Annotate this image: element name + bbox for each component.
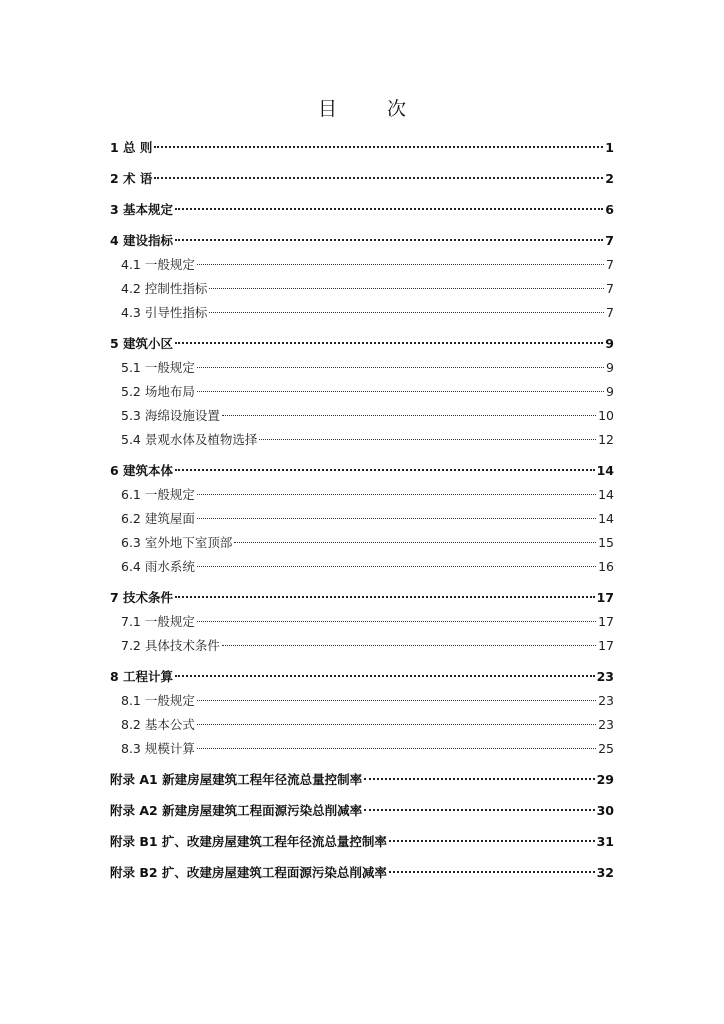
dot-leader [197, 367, 604, 368]
toc-section-entry[interactable] [110, 356, 614, 380]
toc-entry-page-number: 17 [596, 590, 614, 605]
toc-section-entry[interactable] [110, 428, 614, 452]
toc-chapter-entry[interactable] [110, 830, 614, 854]
toc-entry-label: 附录 A1 新建房屋建筑工程年径流总量控制率 [110, 772, 363, 787]
toc-entry-page-number: 7 [606, 257, 614, 272]
toc-entry-label: 8 工程计算 [110, 669, 174, 684]
toc-entry-label: 7 技术条件 [110, 590, 174, 605]
toc-entry-page-number: 23 [596, 669, 614, 684]
toc-entry-page-number: 30 [596, 803, 614, 818]
toc-entry-label: 1 总 则 [110, 140, 153, 155]
toc-entry-label: 附录 B2 扩、改建房屋建筑工程面源污染总削减率 [110, 865, 387, 880]
toc-entry-page-number: 14 [598, 487, 614, 502]
toc-entry-page-number: 32 [596, 865, 614, 880]
toc-entry-page-number: 17 [598, 614, 614, 629]
dot-leader [197, 494, 596, 495]
toc-entry-page-number: 2 [605, 171, 614, 186]
dot-leader [197, 518, 596, 519]
toc-chapter-entry[interactable] [110, 768, 614, 792]
toc-entry-label: 附录 B1 扩、改建房屋建筑工程年径流总量控制率 [110, 834, 387, 849]
dot-leader [154, 146, 603, 148]
toc-section-entry[interactable] [110, 380, 614, 404]
dot-leader [175, 675, 595, 677]
toc-section-entry[interactable] [110, 713, 614, 737]
dot-leader [364, 778, 595, 780]
toc-section-entry[interactable] [110, 737, 614, 761]
dot-leader [197, 621, 596, 622]
dot-leader [197, 391, 604, 392]
toc-entry-label: 3 基本规定 [110, 202, 174, 217]
toc-entry-page-number: 23 [598, 717, 614, 732]
page-title: 目 次 [317, 98, 429, 120]
toc-entry-page-number: 23 [598, 693, 614, 708]
dot-leader [175, 596, 595, 598]
toc-entry-page-number: 16 [598, 559, 614, 574]
toc-entry-label: 4.2 控制性指标 [121, 281, 208, 296]
toc-entry-label: 6 建筑本体 [110, 463, 174, 478]
toc-entry-label: 5.1 一般规定 [121, 360, 195, 375]
toc-entry-page-number: 25 [598, 741, 614, 756]
dot-leader [222, 415, 596, 416]
toc-chapter-entry[interactable] [110, 861, 614, 885]
toc-entry-label: 8.2 基本公式 [121, 717, 195, 732]
dot-leader [197, 264, 604, 265]
toc-entry-label: 8.3 规模计算 [121, 741, 195, 756]
table-of-contents [110, 136, 614, 885]
toc-entry-page-number: 15 [598, 535, 614, 550]
toc-entry-page-number: 7 [606, 281, 614, 296]
toc-entry-label: 4.3 引导性指标 [121, 305, 208, 320]
toc-chapter-entry[interactable] [110, 665, 614, 689]
toc-entry-page-number: 31 [596, 834, 614, 849]
dot-leader [364, 809, 595, 811]
dot-leader [197, 724, 596, 725]
toc-entry-label: 5.2 场地布局 [121, 384, 195, 399]
toc-entry-page-number: 9 [606, 384, 614, 399]
dot-leader [175, 208, 603, 210]
toc-section-entry[interactable] [110, 531, 614, 555]
toc-entry-label: 附录 A2 新建房屋建筑工程面源污染总削减率 [110, 803, 363, 818]
dot-leader [154, 177, 603, 179]
toc-entry-label: 6.4 雨水系统 [121, 559, 195, 574]
toc-entry-page-number: 12 [598, 432, 614, 447]
dot-leader [234, 542, 596, 543]
toc-entry-page-number: 17 [598, 638, 614, 653]
toc-chapter-entry[interactable] [110, 799, 614, 823]
dot-leader [197, 748, 596, 749]
dot-leader [175, 469, 595, 471]
toc-section-entry[interactable] [110, 610, 614, 634]
toc-entry-label: 6.2 建筑屋面 [121, 511, 195, 526]
toc-entry-label: 4.1 一般规定 [121, 257, 195, 272]
toc-entry-label: 6.3 室外地下室顶部 [121, 535, 233, 550]
toc-entry-page-number: 14 [596, 463, 614, 478]
toc-section-entry[interactable] [110, 634, 614, 658]
toc-entry-page-number: 7 [606, 305, 614, 320]
toc-entry-label: 5 建筑小区 [110, 336, 174, 351]
dot-leader [389, 840, 595, 842]
toc-section-entry[interactable] [110, 507, 614, 531]
dot-leader [259, 439, 596, 440]
toc-chapter-entry[interactable] [110, 586, 614, 610]
toc-section-entry[interactable] [110, 277, 614, 301]
toc-entry-label: 6.1 一般规定 [121, 487, 195, 502]
toc-chapter-entry[interactable] [110, 332, 614, 356]
toc-section-entry[interactable] [110, 689, 614, 713]
toc-chapter-entry[interactable] [110, 136, 614, 160]
toc-entry-page-number: 9 [606, 360, 614, 375]
toc-entry-label: 7.2 具体技术条件 [121, 638, 220, 653]
toc-chapter-entry[interactable] [110, 167, 614, 191]
toc-chapter-entry[interactable] [110, 459, 614, 483]
toc-entry-page-number: 9 [605, 336, 614, 351]
dot-leader [209, 288, 604, 289]
dot-leader [197, 700, 596, 701]
toc-section-entry[interactable] [110, 483, 614, 507]
toc-entry-page-number: 7 [605, 233, 614, 248]
toc-entry-page-number: 1 [605, 140, 614, 155]
toc-section-entry[interactable] [110, 253, 614, 277]
toc-entry-page-number: 6 [605, 202, 614, 217]
toc-entry-label: 7.1 一般规定 [121, 614, 195, 629]
dot-leader [175, 342, 603, 344]
toc-section-entry[interactable] [110, 555, 614, 579]
toc-entry-label: 2 术 语 [110, 171, 153, 186]
toc-entry-page-number: 29 [596, 772, 614, 787]
toc-entry-page-number: 14 [598, 511, 614, 526]
dot-leader [197, 566, 596, 567]
dot-leader [222, 645, 596, 646]
toc-chapter-entry[interactable] [110, 198, 614, 222]
toc-entry-label: 5.4 景观水体及植物选择 [121, 432, 258, 447]
toc-entry-page-number: 10 [598, 408, 614, 423]
dot-leader [209, 312, 604, 313]
toc-section-entry[interactable] [110, 301, 614, 325]
toc-section-entry[interactable] [110, 404, 614, 428]
toc-entry-label: 5.3 海绵设施设置 [121, 408, 220, 423]
toc-entry-label: 4 建设指标 [110, 233, 174, 248]
dot-leader [175, 239, 603, 241]
toc-chapter-entry[interactable] [110, 229, 614, 253]
toc-entry-label: 8.1 一般规定 [121, 693, 195, 708]
dot-leader [389, 871, 595, 873]
